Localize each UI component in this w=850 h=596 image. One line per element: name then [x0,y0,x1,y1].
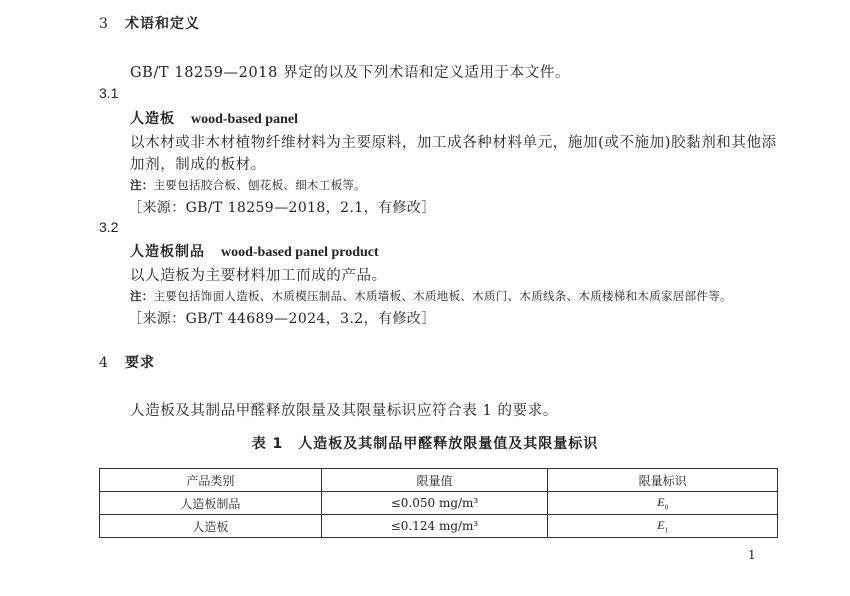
section-number: 4 [99,355,108,371]
term-note [130,177,366,193]
mark-letter: E [657,494,665,509]
mark-subscript: 1 [664,526,669,535]
section-4-heading [99,352,155,372]
requirement-paragraph: 人造板及其制品甲醛释放限量及其限量标识应符合表 1 的要求。 [130,403,558,419]
term-definition-line-2: 加剂，制成的板材。 [130,157,266,173]
cell-mark [548,515,778,538]
term-en: wood-based panel [191,112,298,127]
note-text: 主要包括胶合板、刨花板、细木工板等。 [153,178,367,192]
term-source: ［来源：GB/T 18259—2018，2.1，有修改］ [128,200,436,216]
table-header-row [100,469,778,492]
term-zh: 人造板制品 [130,244,205,260]
header-limit: 限量值 [321,469,548,492]
limits-table [99,468,778,538]
section-title: 术语和定义 [125,16,200,32]
term-definition-line-1: 以木材或非木材植物纤维材料为主要原料，加工成各种材料单元，施加(或不施加)胶黏剂和其他添 [130,135,777,151]
term-definition: 以人造板为主要材料加工而成的产品。 [130,268,387,284]
cell-limit: ≤0.124 mg/m³ [321,515,548,538]
term-en: wood-based panel product [221,245,379,260]
section-title: 要求 [125,355,155,371]
cell-mark [548,492,778,515]
term-zh: 人造板 [130,111,175,127]
term-heading-wood-based-panel-product [130,241,379,261]
term-note [130,288,732,304]
cell-limit: ≤0.050 mg/m³ [321,492,548,515]
term-number-3-2: 3.2 [99,219,119,235]
section-number: 3 [99,16,108,32]
mark-subscript: 0 [664,503,669,512]
mark-letter: E [657,517,665,532]
term-heading-wood-based-panel [130,108,298,128]
table-row [100,515,778,538]
table-caption: 表 1 人造板及其制品甲醛释放限量值及其限量标识 [251,436,599,452]
intro-paragraph: GB/T 18259—2018 界定的以及下列术语和定义适用于本文件。 [130,65,571,81]
cell-category: 人造板制品 [100,492,322,515]
header-category: 产品类别 [100,469,322,492]
term-number-3-1: 3.1 [99,85,119,101]
note-label: 注： [130,178,154,192]
term-source: ［来源：GB/T 44689—2024，3.2，有修改］ [128,311,436,327]
table-row [100,492,778,515]
page-number: 1 [748,548,756,562]
note-text: 主要包括饰面人造板、木质模压制品、木质墙板、木质地板、木质门、木质线条、木质楼梯和木质家居部件等。 [153,289,732,303]
section-3-heading [99,13,200,33]
cell-category: 人造板 [100,515,322,538]
note-label: 注： [130,289,154,303]
header-mark: 限量标识 [548,469,778,492]
